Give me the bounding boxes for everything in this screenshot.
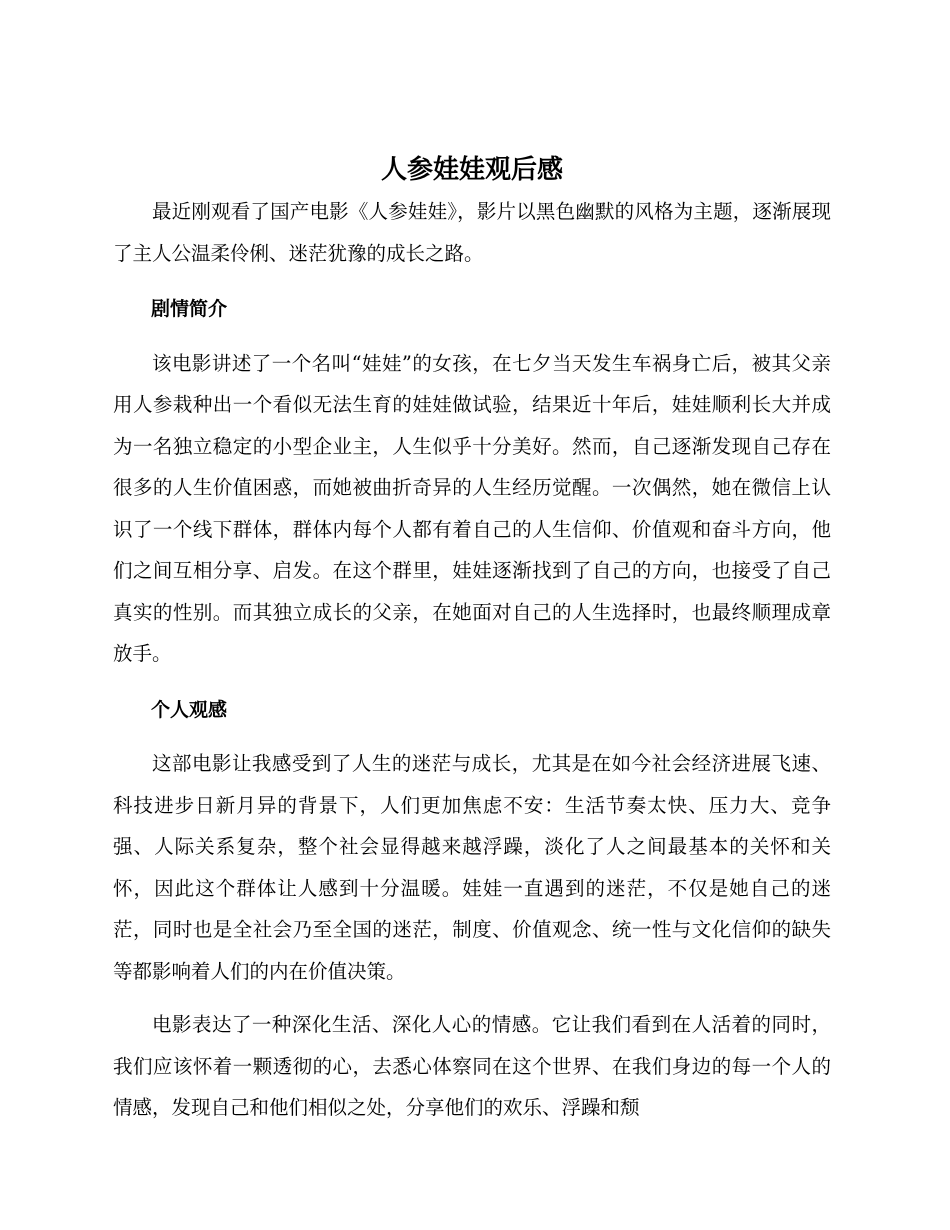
- section-heading-impressions: 个人观感: [151, 698, 228, 721]
- section-heading-plot: 剧情简介: [151, 298, 228, 320]
- impressions-paragraph-2: 电影表达了一种深化生活、深化人心的情感。它让我们看到在人活着的同时，我们应该怀着一颗透彻的心，去悉心体察同在这个世界、在我们身边的每一个人的情感，发现自己和他们相似之处，分享他们的欢乐、浮躁和颓: [113, 1013, 831, 1119]
- plot-paragraph: 该电影讲述了一个名叫“娃娃”的女孩，在七夕当天发生车祸身亡后，被其父亲用人参栽种出一个看似无法生育的娃娃做试验，结果近十年后，娃娃顺利长大并成为一名独立稳定的小型企业主，人生似乎十分美好。然而，自己逐渐发现自己存在很多的人生价值困惑，而她被曲折奇异的人生经历觉醒。一次偶然，她在微信上认识了一个线下群体，群体内每个人都有着自己的人生信仰、价值观和奋斗方向，他们之间互相分享、启发。在这个群里，娃娃逐渐找到了自己的方向，也接受了自己真实的性别。而其独立成长的父亲，在她面对自己的人生选择时，也最终顺理成章放手。: [113, 351, 831, 665]
- intro-paragraph: 最近刚观看了国产电影《人参娃娃》，影片以黑色幽默的风格为主题，逐渐展现了主人公温柔伶俐、迷茫犹豫的成长之路。: [113, 200, 831, 265]
- document-title: 人参娃娃观后感: [380, 155, 563, 185]
- impressions-paragraph-1: 这部电影让我感受到了人生的迷茫与成长，尤其是在如今社会经济进展飞速、科技进步日新月异的背景下，人们更加焦虑不安：生活节奏太快、压力大、竞争强、人际关系复杂，整个社会显得越来越浮躁，淡化了人之间最基本的关怀和关怀，因此这个群体让人感到十分温暖。娃娃一直遇到的迷茫，不仅是她自己的迷茫，同时也是全社会乃至全国的迷茫，制度、价值观念、统一性与文化信仰的缺失等都影响着人们的内在价值决策。: [113, 752, 831, 983]
- document-body: [113, 150, 831, 1129]
